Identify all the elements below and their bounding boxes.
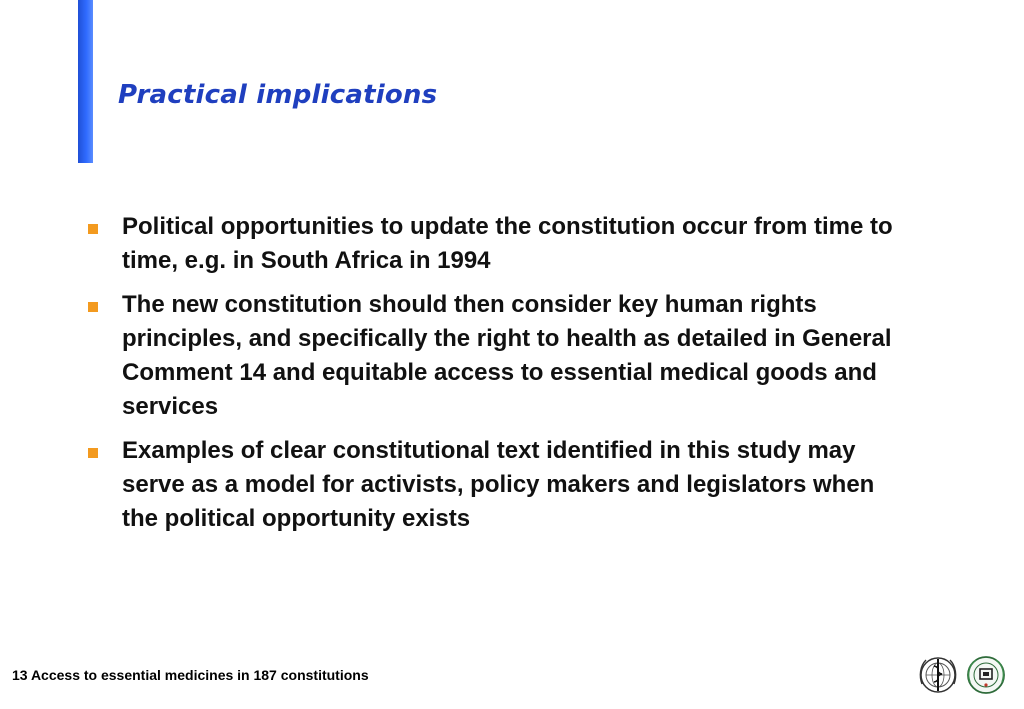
- footer-caption: 13 Access to essential medicines in 187 constitutions: [12, 667, 369, 683]
- bullet-list: [88, 210, 908, 546]
- bullet-item: [88, 288, 908, 424]
- title-accent-bar: [78, 0, 93, 163]
- bullet-square-icon: [88, 302, 98, 312]
- bullet-item: [88, 210, 908, 278]
- bullet-square-icon: [88, 224, 98, 234]
- bullet-text: Examples of clear constitutional text identified in this study may serve as a model for activists, policy makers and legislators when the political opportunity exists: [122, 437, 875, 532]
- who-emblem-icon: [916, 654, 960, 696]
- bullet-text: Political opportunities to update the constitution occur from time to time, e.g. in South Africa in 1994: [122, 213, 893, 274]
- bullet-item: [88, 434, 908, 536]
- bullet-square-icon: [88, 448, 98, 458]
- organization-seal-icon: [964, 654, 1008, 696]
- footer-logos: [916, 654, 1012, 696]
- bullet-text: The new constitution should then consider key human rights principles, and specifically the right to health as detailed in General Comment 14 and equitable access to essential medical goods and services: [122, 291, 892, 420]
- slide-title: Practical implications: [118, 80, 438, 110]
